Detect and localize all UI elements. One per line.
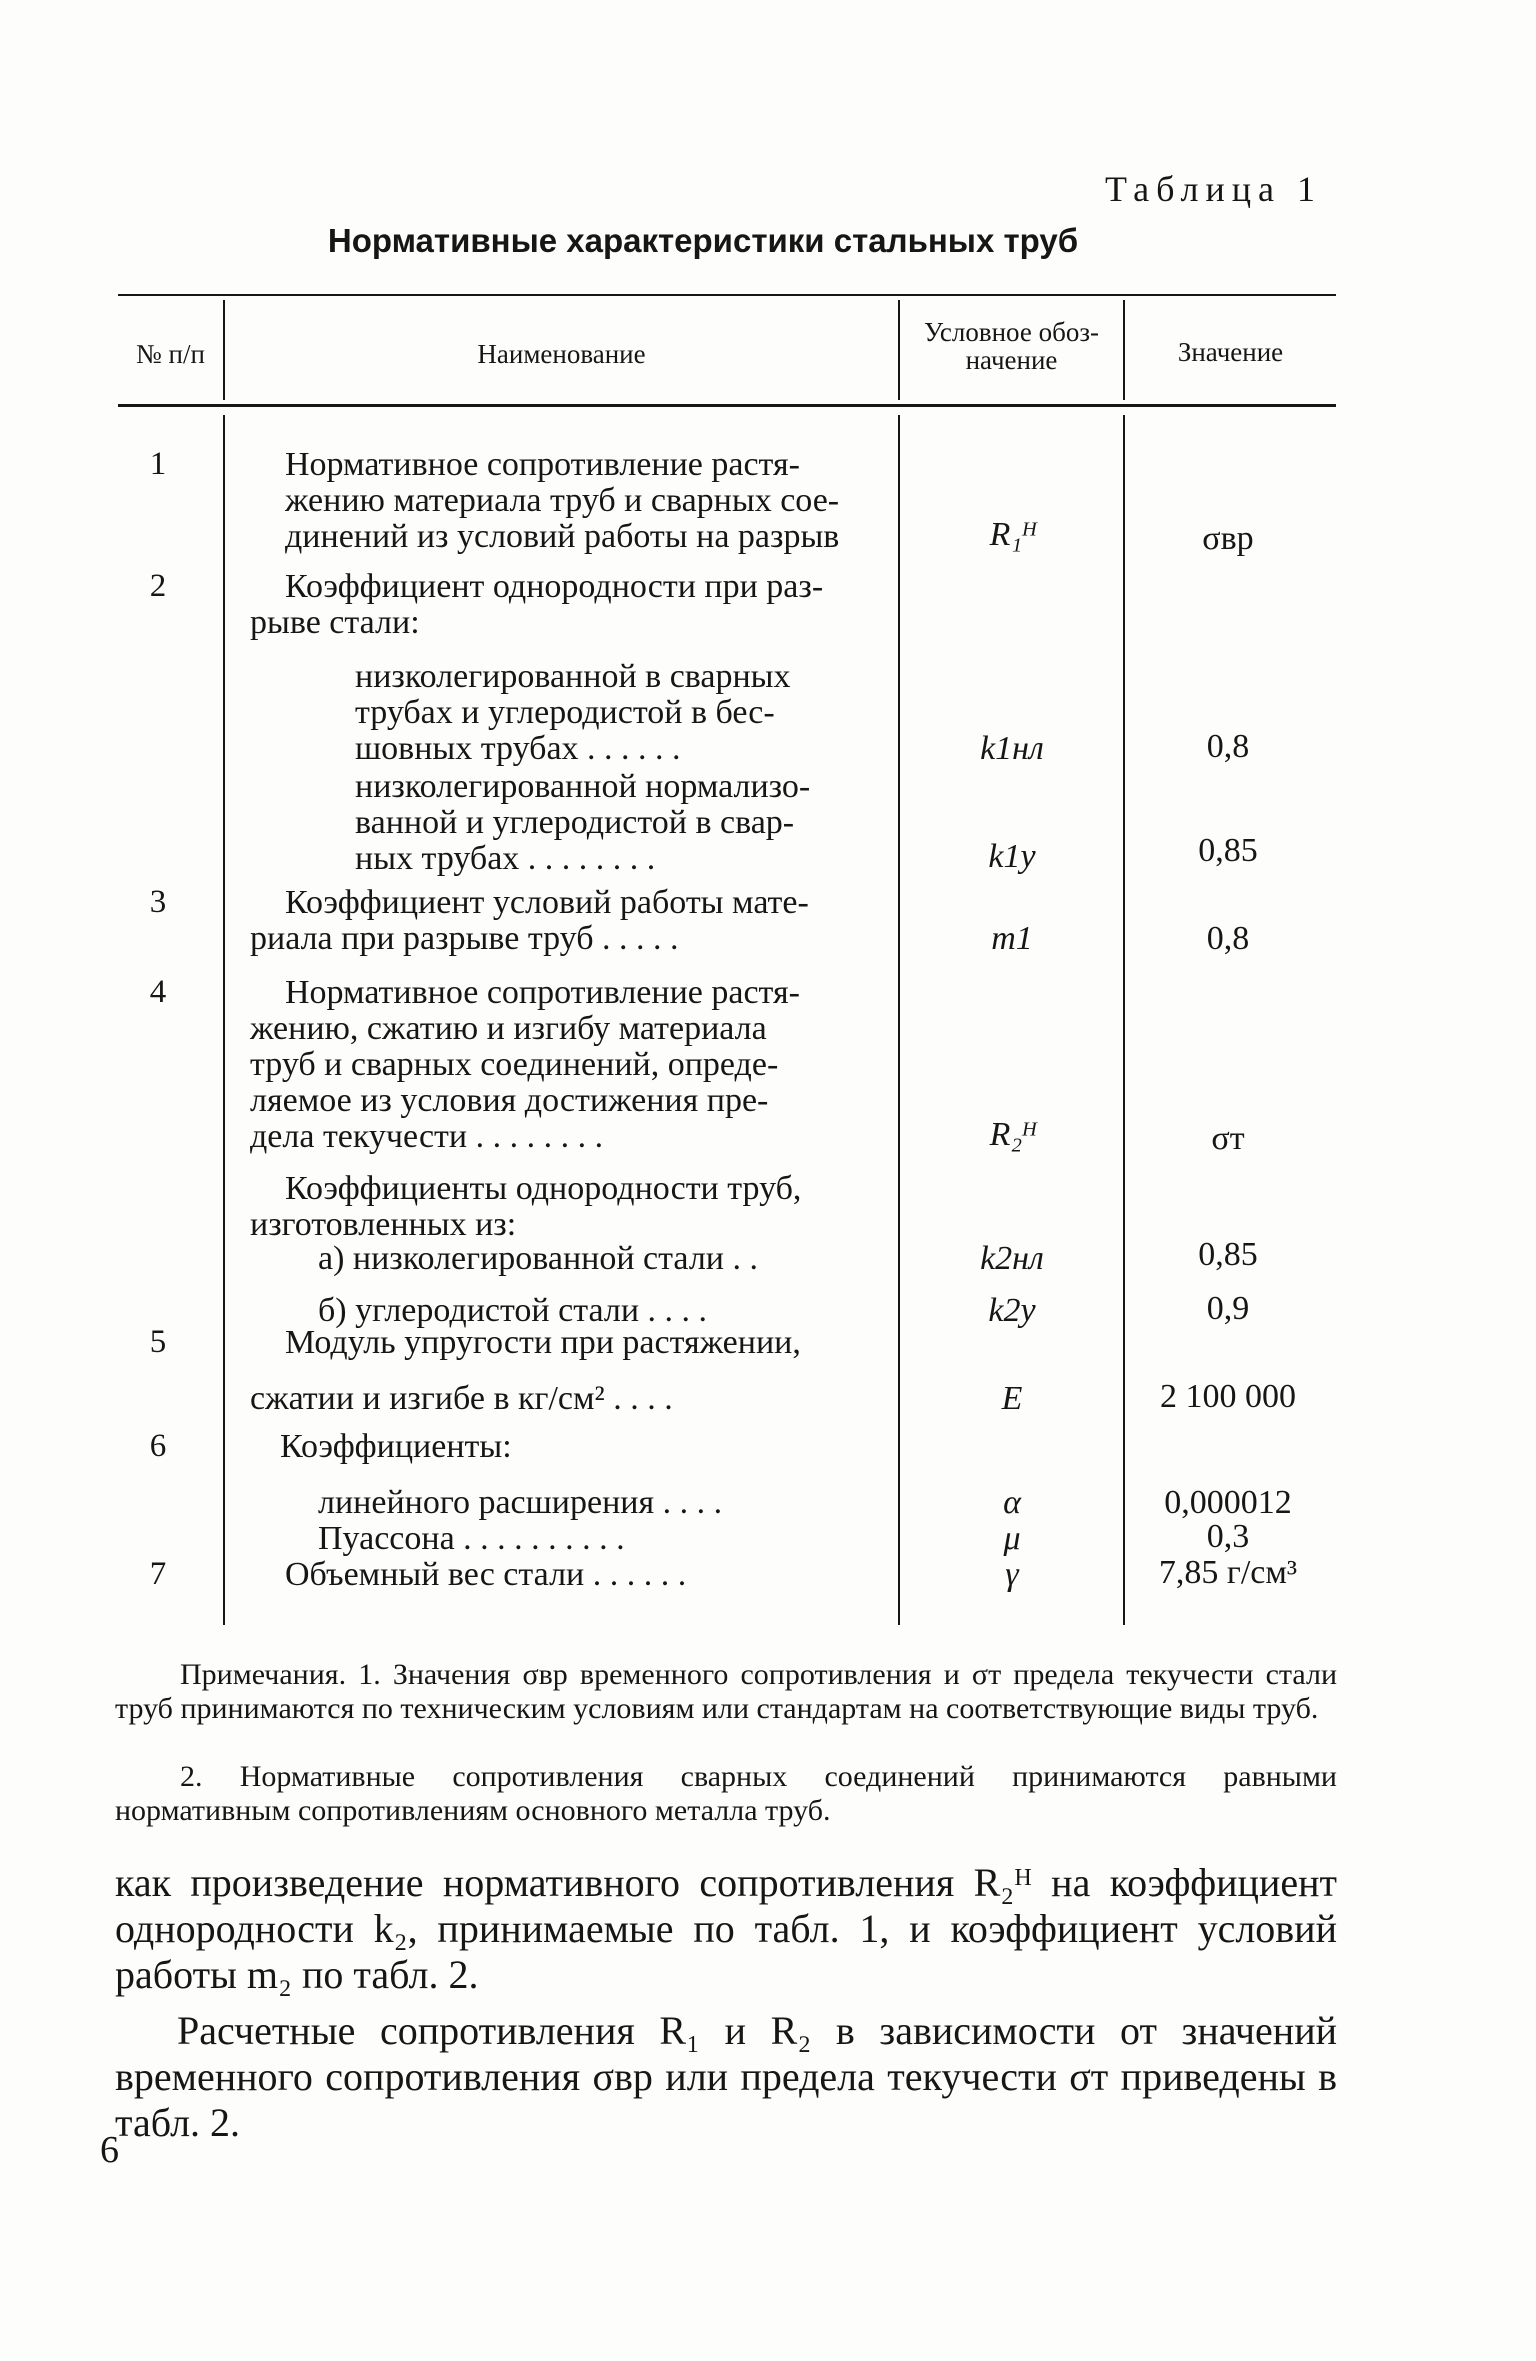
table-top-rule [118,294,1336,296]
row-symbol: k1нл [980,730,1044,767]
row-symbol: R₂ᴴ [989,1116,1035,1153]
row-text: труб и сварных соединений, опреде- [250,1046,779,1083]
row-symbol: μ [1003,1520,1021,1557]
row-value: 0,000012 [1164,1484,1292,1521]
row-num: 2 [149,568,167,604]
row-symbol: R₁ᴴ [989,516,1035,553]
row-num: 5 [149,1324,167,1360]
row-symbol: k1у [988,838,1036,875]
row-text: Коэффициент условий работы мате- [285,884,809,921]
row-symbol: E [1001,1380,1023,1417]
table-title: Нормативные характеристики стальных труб [327,222,1079,259]
row-text: б) углеродистой стали . . . . [318,1292,708,1329]
row-text: Нормативное сопротивление растя- [285,446,800,483]
row-text: Коэффициенты: [280,1428,512,1465]
body-paragraph-1: как произведение нормативного сопротивления R₂ᴴ на коэффициент однородности k₂, принимаемые по табл. 1, и коэффициент условий работы m₂ по табл. 2. [115,1860,1337,1997]
row-text: Пуассона . . . . . . . . . . [318,1520,625,1557]
row-value: 0,85 [1198,1236,1258,1273]
page-number: 6 [100,2129,119,2171]
row-text: низколегированной в сварных [355,658,791,695]
row-text: жению, сжатию и изгибу материала [250,1010,767,1047]
row-text: низколегированной нормализо- [355,768,811,805]
row-text: трубах и углеродистой в бес- [355,694,775,731]
row-value: 0,3 [1206,1518,1250,1555]
row-text: а) низколегированной стали . . [318,1240,758,1277]
row-text: Коэффициент однородности при раз- [285,568,824,605]
header-name: Наименование [477,339,646,369]
row-text: Нормативное сопротивление растя- [285,974,800,1011]
header-symbol-1: Условное обоз- [924,317,1099,347]
row-text: дела текучести . . . . . . . . [250,1118,604,1155]
body-paragraph-2: Расчетные сопротивления R₁ и R₂ в зависимости от значений временного сопротивления σвр или предела текучести σт приведены в табл. 2. [115,2008,1337,2145]
row-text: изготовленных из: [250,1206,517,1243]
table-header-rule [118,404,1336,407]
row-value: σт [1211,1120,1245,1157]
row-symbol: γ [1005,1556,1019,1593]
row-value: σвр [1202,520,1254,557]
row-text: Коэффициенты однородности труб, [285,1170,802,1207]
body-divider-2 [898,415,900,1625]
body-divider-1 [223,415,225,1625]
row-text: ляемое из условия достижения пре- [250,1082,769,1119]
row-symbol: α [1003,1484,1021,1521]
row-text: сжатии и изгибе в кг/см² . . . . [250,1380,673,1417]
row-text: динений из условий работы на разрыв [285,518,840,555]
row-text: линейного расширения . . . . [318,1484,723,1521]
row-text: Объемный вес стали . . . . . . [285,1556,687,1593]
row-value: 7,85 г/см³ [1158,1554,1298,1591]
row-text: жению материала труб и сварных сое- [285,482,840,519]
row-num: 4 [149,974,167,1010]
row-symbol: k2нл [980,1240,1044,1277]
row-symbol: m1 [991,920,1033,957]
note-2: 2. Нормативные сопротивления сварных соединений принимаются равными нормативным сопротивлениям основного металла труб. [115,1760,1337,1827]
note-1: Примечания. 1. Значения σвр временного сопротивления и σт предела текучести стали труб принимаются по техническим условиям или стандартам на соответствующие виды труб. [115,1658,1337,1725]
header-value: Значение [1177,337,1284,367]
table-number: Таблица 1 [1105,169,1322,209]
row-text: Модуль упругости при растяжении, [285,1324,801,1361]
row-num: 3 [149,884,167,920]
row-text: шовных трубах . . . . . . [355,730,681,767]
row-value: 0,8 [1206,728,1250,765]
header-num: № п/п [136,339,205,369]
row-value: 2 100 000 [1160,1378,1296,1415]
row-symbol: k2у [988,1292,1036,1329]
row-value: 0,85 [1198,832,1258,869]
row-text: рыве стали: [250,604,420,641]
body-divider-3 [1123,415,1125,1625]
row-value: 0,8 [1206,920,1250,957]
row-text: ных трубах . . . . . . . . [355,840,656,877]
row-num: 6 [149,1428,167,1464]
row-value: 0,9 [1206,1290,1250,1327]
row-text: ванной и углеродистой в свар- [355,804,795,841]
row-num: 7 [149,1556,167,1592]
header-symbol-2: начение [965,345,1058,375]
row-num: 1 [149,446,167,482]
row-text: риала при разрыве труб . . . . . [250,920,679,957]
